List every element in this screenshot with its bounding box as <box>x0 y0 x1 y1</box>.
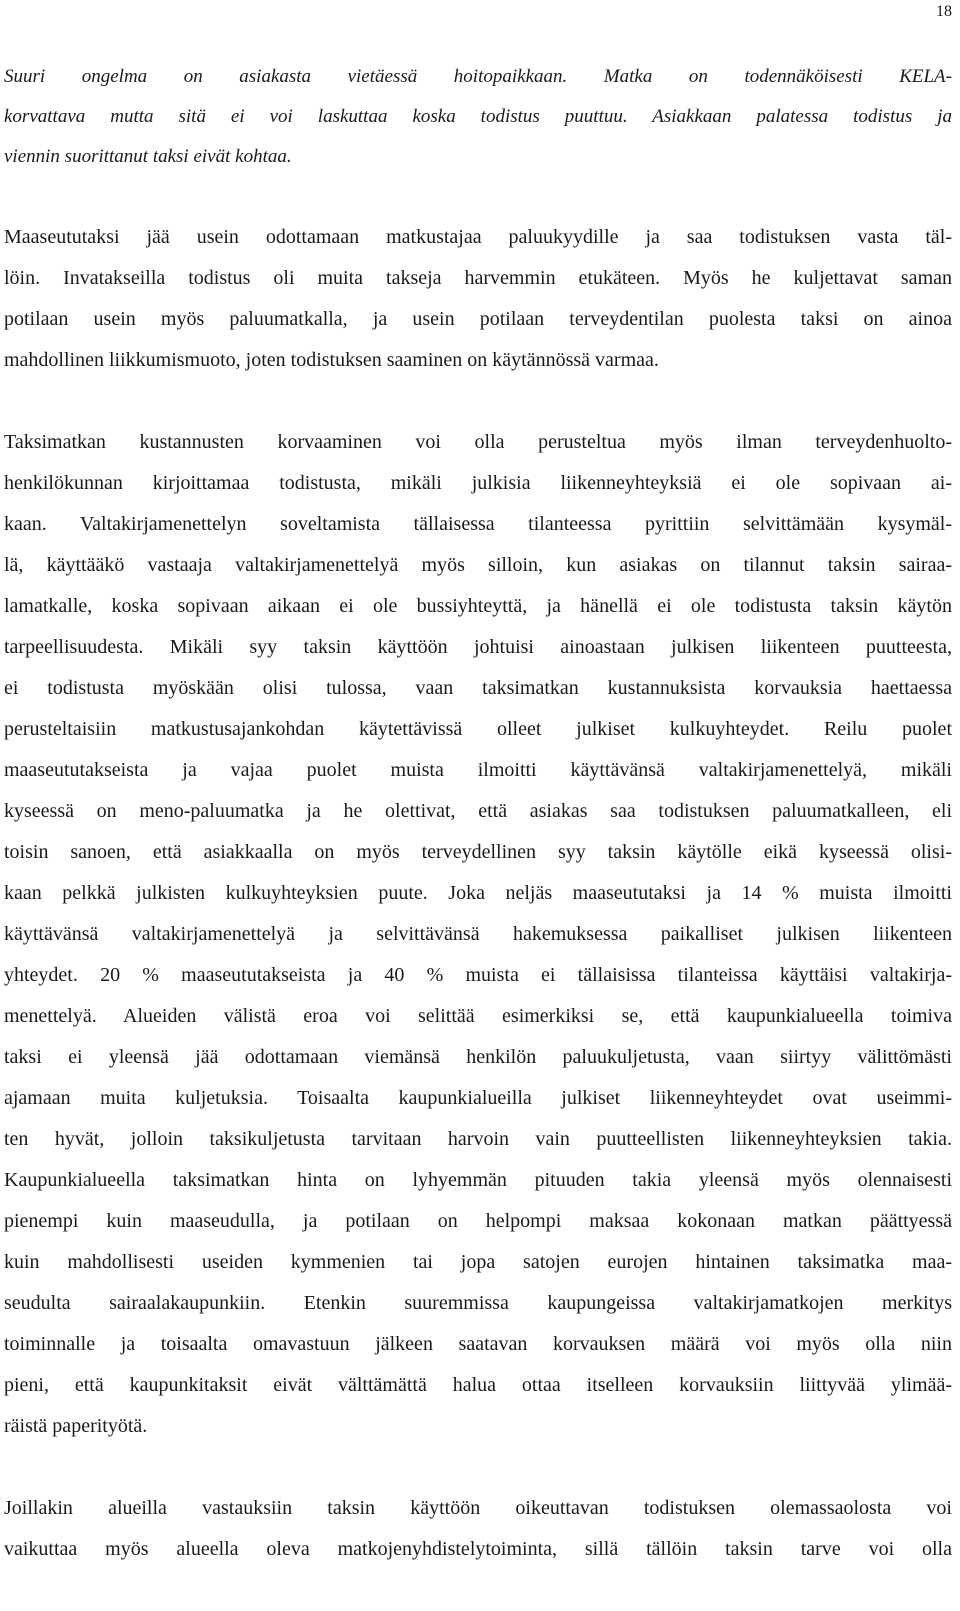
text-line: Suuri ongelma on asiakasta vietäessä hoitopaikkaan. Matka on todennäköisesti KELA- <box>4 66 952 87</box>
text-line: pieni, että kaupunkitaksit eivät välttämättä halua ottaa itselleen korvauksiin liittyvää ylimää- <box>4 1374 952 1396</box>
text-line: toisin sanoen, että asiakkaalla on myös terveydellinen syy taksin käytölle eikä kyseessä olisi- <box>4 841 952 863</box>
text-line: viennin suorittanut taksi eivät kohtaa. <box>4 146 292 167</box>
paragraph-3 <box>4 422 952 1447</box>
text-line: lamatkalle, koska sopivaan aikaan ei ole bussiyhteyttä, ja hänellä ei ole todistusta taksin käytön <box>4 595 952 617</box>
text-line: menettelyä. Alueiden välistä eroa voi selittää esimerkiksi se, että kaupunkialueella toimiva <box>4 1005 952 1027</box>
page-number: 18 <box>936 3 952 20</box>
text-line: Taksimatkan kustannusten korvaaminen voi olla perusteltua myös ilman terveydenhuolto- <box>4 431 952 453</box>
text-line: Maaseututaksi jää usein odottamaan matkustajaa paluukyydille ja saa todistuksen vasta täl- <box>4 226 952 248</box>
text-line: tarpeellisuudesta. Mikäli syy taksin käyttöön johtuisi ainoastaan julkisen liikenteen puutteesta, <box>4 636 952 658</box>
text-line: taksi ei yleensä jää odottamaan viemänsä henkilön paluukuljetusta, vaan siirtyy välittömästi <box>4 1046 952 1068</box>
text-line: kaan pelkkä julkisten kulkuyhteyksien puute. Joka neljäs maaseututaksi ja 14 % muista ilmoitti <box>4 882 952 904</box>
text-line: Joillakin alueilla vastauksiin taksin käyttöön oikeuttavan todistuksen olemassaolosta voi <box>4 1497 952 1519</box>
text-line: ajamaan muita kuljetuksia. Toisaalta kaupunkialueilla julkiset liikenneyhteydet ovat useimmi- <box>4 1087 952 1109</box>
text-line: vaikuttaa myös alueella oleva matkojenyhdistelytoiminta, sillä tällöin taksin tarve voi olla <box>4 1538 952 1560</box>
paragraph-italic-note <box>4 57 952 177</box>
text-line: maaseututakseista ja vajaa puolet muista ilmoitti käyttävänsä valtakirjamenettelyä, mikäli <box>4 759 952 781</box>
text-line: kaan. Valtakirjamenettelyn soveltamista tällaisessa tilanteessa pyrittiin selvittämään kysymäl- <box>4 513 952 535</box>
text-line: Kaupunkialueella taksimatkan hinta on lyhyemmän pituuden takia yleensä myös olennaisesti <box>4 1169 952 1191</box>
text-line: potilaan usein myös paluumatkalla, ja usein potilaan terveydentilan puolesta taksi on ainoa <box>4 308 952 330</box>
text-line: ten hyvät, jolloin taksikuljetusta tarvitaan harvoin vain puutteellisten liikenneyhteyksien takia. <box>4 1128 952 1150</box>
paragraph-2 <box>4 217 952 381</box>
text-line: kuin mahdollisesti useiden kymmenien tai jopa satojen eurojen hintainen taksimatka maa- <box>4 1251 952 1273</box>
text-line: kyseessä on meno-paluumatka ja he olettivat, että asiakas saa todistuksen paluumatkalleen, eli <box>4 800 952 822</box>
text-line: toiminnalle ja toisaalta omavastuun jälkeen saatavan korvauksen määrä voi myös olla niin <box>4 1333 952 1355</box>
paragraph-4 <box>4 1488 952 1570</box>
document-body <box>4 57 952 1611</box>
text-line: räistä paperityötä. <box>4 1415 148 1437</box>
text-line: pienempi kuin maaseudulla, ja potilaan on helpompi maksaa kokonaan matkan päättyessä <box>4 1210 952 1232</box>
text-line: perusteltaisiin matkustusajankohdan käytettävissä olleet julkiset kulkuyhteydet. Reilu puolet <box>4 718 952 740</box>
text-line: yhteydet. 20 % maaseututakseista ja 40 % muista ei tällaisissa tilanteissa käyttäisi valtakirja- <box>4 964 952 986</box>
text-line: mahdollinen liikkumismuoto, joten todistuksen saaminen on käytännössä varmaa. <box>4 349 659 371</box>
text-line: seudulta sairaalakaupunkiin. Etenkin suuremmissa kaupungeissa valtakirjamatkojen merkitys <box>4 1292 952 1314</box>
text-line: käyttävänsä valtakirjamenettelyä ja selvittävänsä hakemuksessa paikalliset julkisen liikenteen <box>4 923 952 945</box>
text-line: lä, käyttääkö vastaaja valtakirjamenettelyä myös silloin, kun asiakas on tilannut taksin sairaa- <box>4 554 952 576</box>
text-line: korvattava mutta sitä ei voi laskuttaa koska todistus puuttuu. Asiakkaan palatessa todistus ja <box>4 106 952 127</box>
text-line: löin. Invatakseilla todistus oli muita takseja harvemmin etukäteen. Myös he kuljettavat saman <box>4 267 952 289</box>
text-line: ei todistusta myöskään olisi tulossa, vaan taksimatkan kustannuksista korvauksia haettaessa <box>4 677 952 699</box>
text-line: henkilökunnan kirjoittamaa todistusta, mikäli julkisia liikenneyhteyksiä ei ole sopivaan ai- <box>4 472 952 494</box>
